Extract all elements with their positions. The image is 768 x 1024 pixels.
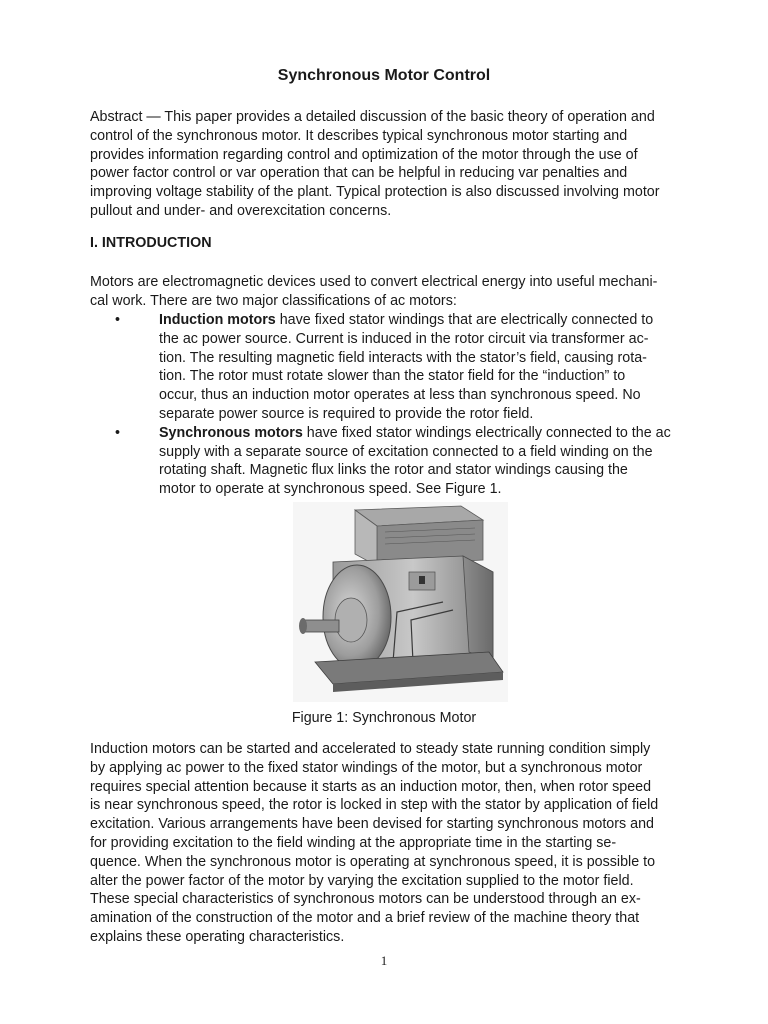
text-line: explains these operating characteristics. — [90, 928, 345, 945]
synchronous-motor-illustration — [293, 502, 508, 702]
text-line — [159, 311, 702, 330]
text-line: tion. The resulting magnetic field interacts with the stator’s field, causing rota- — [159, 349, 647, 366]
text-span: have fixed stator windings that are electrically connected to — [275, 312, 654, 328]
text-line: supply with a separate source of excitation connected to a field winding on the — [159, 443, 653, 460]
text-line: Abstract — This paper provides a detailed discussion of the basic theory of operation and — [90, 109, 655, 125]
text-line: These special characteristics of synchronous motors can be understood through an ex- — [90, 891, 641, 908]
text-line — [159, 424, 702, 443]
paper-title: Synchronous Motor Control — [277, 67, 491, 84]
text-line: provides information regarding control and optimization of the motor through the use of — [90, 146, 638, 163]
text-line: occur, thus an induction motor operates at less than synchronous speed. No — [159, 387, 641, 404]
bullet-symbol: • — [115, 312, 121, 328]
text-line: Induction motors can be started and accelerated to steady state running condition simply — [90, 741, 651, 757]
text-line: is near synchronous speed, the rotor is locked in step with the stator by application of field — [90, 797, 659, 814]
text-span: have fixed stator windings electrically connected to the ac — [302, 424, 671, 441]
text-line: amination of the construction of the motor and a brief review of the machine theory that — [90, 910, 640, 927]
figure-caption: Figure 1: Synchronous Motor — [291, 710, 477, 726]
abstract-paragraph — [90, 108, 702, 221]
text-line: cal work. There are two major classifications of ac motors: — [90, 292, 457, 309]
text-line: tion. The rotor must rotate slower than the stator field for the “induction” to — [159, 368, 626, 385]
body-paragraph — [90, 740, 702, 947]
text-line: for providing excitation to the field winding at the appropriate time in the starting se- — [90, 834, 617, 851]
text-line: by applying ac power to the fixed stator windings of the motor, but a synchronous motor — [90, 759, 643, 776]
text-line: motor to operate at synchronous speed. See Figure 1. — [159, 481, 502, 498]
text-line: pullout and under- and overexcitation concerns. — [90, 202, 392, 219]
text-line: the ac power source. Current is induced in the rotor circuit via transformer ac- — [159, 330, 649, 347]
bullet-symbol: • — [115, 424, 121, 441]
text-line: Motors are electromagnetic devices used to convert electrical energy into useful mechani- — [90, 274, 658, 290]
motor-types-list — [90, 311, 702, 499]
synchronous-motor-figure — [293, 502, 508, 702]
list-item-synchronous-motors — [90, 424, 702, 499]
page-number: 1 — [380, 953, 388, 968]
text-line: separate power source is required to provide the rotor field. — [159, 405, 534, 422]
text-line: improving voltage stability of the plant. Typical protection is also discussed involving motor — [90, 184, 660, 201]
intro-paragraph — [90, 273, 702, 311]
text-line: requires special attention because it starts as an induction motor, then, when rotor speed — [90, 778, 652, 795]
text-line: power factor control or var operation that can be helpful in reducing var penalties and — [90, 165, 628, 182]
text-line: excitation. Various arrangements have been devised for starting synchronous motors and — [90, 816, 654, 833]
text-line: alter the power factor of the motor by varying the excitation supplied to the motor field. — [90, 872, 634, 889]
text-line: control of the synchronous motor. It describes typical synchronous motor starting and — [90, 127, 628, 144]
section-heading: I. INTRODUCTION — [90, 235, 212, 251]
term-bold: Induction motors — [159, 312, 276, 328]
list-item-induction-motors — [90, 311, 702, 424]
text-line: quence. When the synchronous motor is operating at synchronous speed, it is possible to — [90, 853, 656, 870]
term-bold: Synchronous motors — [159, 424, 303, 441]
text-line: rotating shaft. Magnetic flux links the rotor and stator windings causing the — [159, 462, 628, 479]
